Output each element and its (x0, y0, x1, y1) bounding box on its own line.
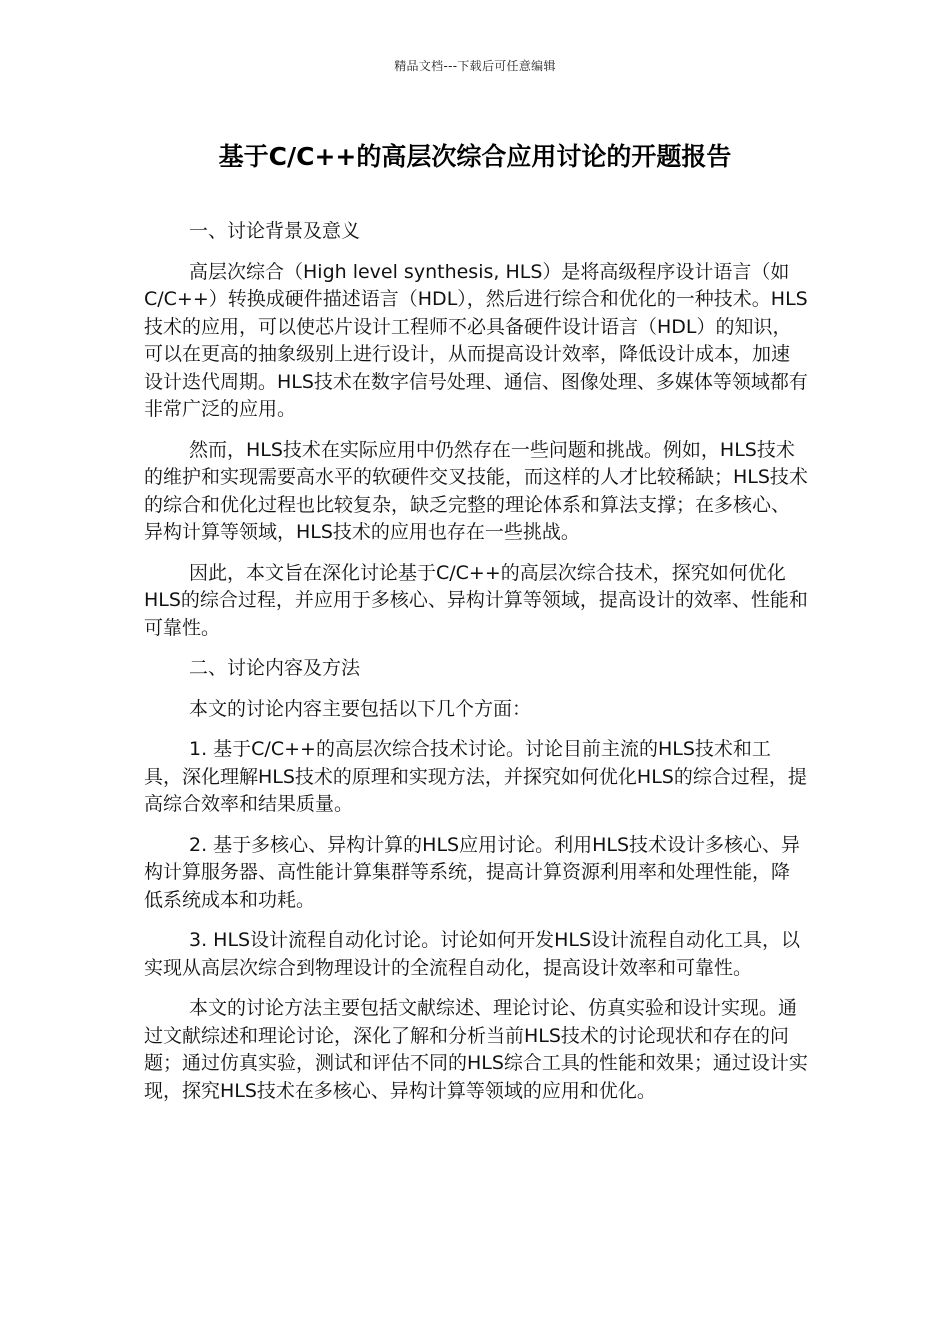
list-item-1: 1. 基于C/C++的高层次综合技术讨论。讨论目前主流的HLS技术和工具，深化理解HLS技术的原理和实现方法，并探究如何优化HLS的综合过程，提高综合效率和结果质量。 (144, 738, 807, 815)
section-heading-background: 一、讨论背景及意义 (189, 220, 361, 242)
paragraph-hls-intro: 高层次综合（High level synthesis, HLS）是将高级程序设计语言（如C/C++）转换成硬件描述语言（HDL），然后进行综合和优化的一种技术。HLS技术的应用，可以使芯片设计工程师不必具备硬件设计语言（HDL）的知识，可以在更高的抽象级别上进行设计，从而提高设计效率，降低设计成本，加速设计迭代周期。HLS技术在数字信号处理、通信、图像处理、多媒体等领域都有非常广泛的应用。 (144, 260, 808, 420)
document-body (144, 218, 808, 1105)
paragraph-content-intro: 本文的讨论内容主要包括以下几个方面： (189, 697, 532, 720)
paragraph-hls-challenges: 然而，HLS技术在实际应用中仍然存在一些问题和挑战。例如，HLS技术的维护和实现需要高水平的软硬件交叉技能，而这样的人才比较稀缺；HLS技术的综合和优化过程也比较复杂，缺乏完整的理论体系和算法支撑；在多核心、异构计算等领域，HLS技术的应用也存在一些挑战。 (144, 438, 808, 543)
list-item-2: 2. 基于多核心、异构计算的HLS应用讨论。利用HLS技术设计多核心、异构计算服务器、高性能计算集群等系统，提高计算资源利用率和处理性能，降低系统成本和功耗。 (144, 833, 801, 911)
header-note: 精品文档---下载后可任意编辑 (394, 59, 556, 73)
document-title: 基于C/C++的高层次综合应用讨论的开题报告 (218, 142, 732, 171)
section-heading-content-methods: 二、讨论内容及方法 (189, 657, 361, 679)
paragraph-methods: 本文的讨论方法主要包括文献综述、理论讨论、仿真实验和设计实现。通过文献综述和理论讨论，深化了解和分析当前HLS技术的讨论现状和存在的问题；通过仿真实验，测试和评估不同的HLS综合工具的性能和效果；通过设计实现，探究HLS技术在多核心、异构计算等领域的应用和优化。 (144, 997, 808, 1102)
paragraph-purpose: 因此，本文旨在深化讨论基于C/C++的高层次综合技术，探究如何优化HLS的综合过程，并应用于多核心、异构计算等领域，提高设计的效率、性能和可靠性。 (144, 561, 808, 639)
list-item-3: 3. HLS设计流程自动化讨论。讨论如何开发HLS设计流程自动化工具，以实现从高层次综合到物理设计的全流程自动化，提高设计效率和可靠性。 (144, 929, 801, 979)
